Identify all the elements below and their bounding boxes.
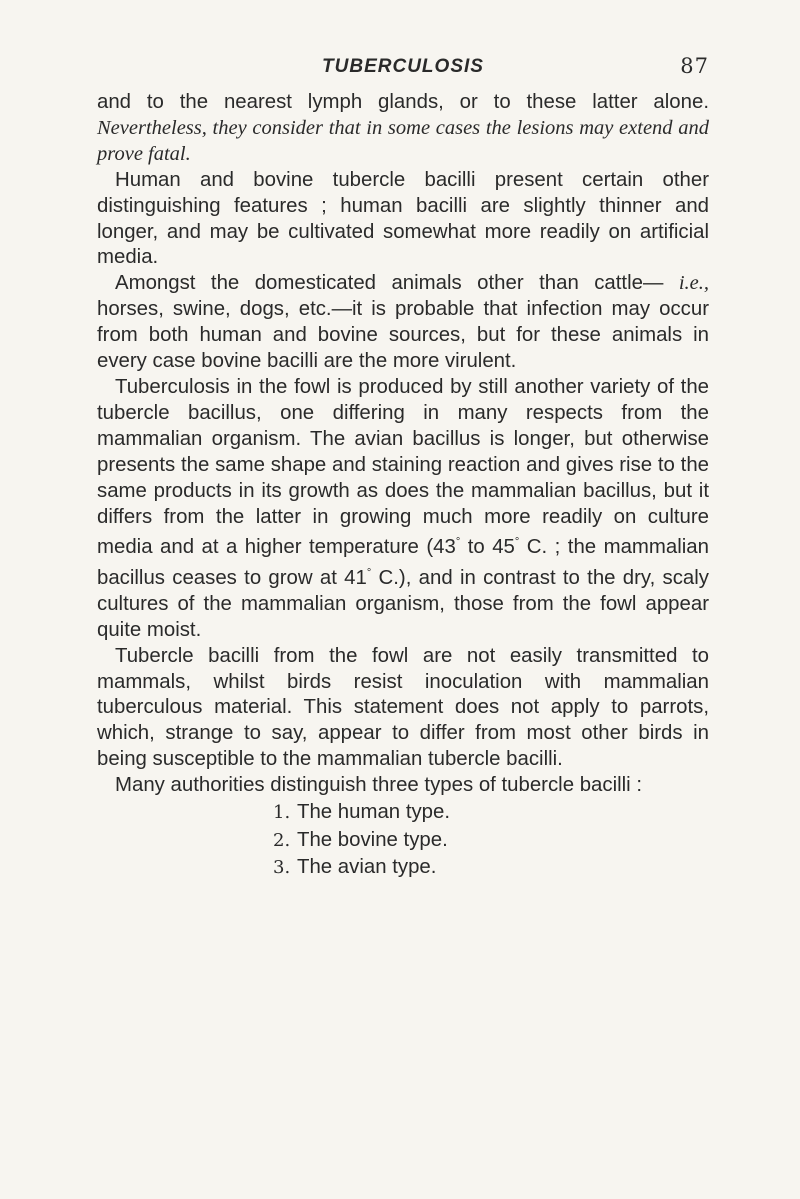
body-text: [97, 90, 709, 882]
paragraph-1-italic: Nevertheless, they consider that in some cases the lesions may extend and prove fatal.: [97, 116, 709, 165]
list-item-text: The bovine type.: [297, 828, 448, 851]
list-item: [273, 827, 709, 855]
paragraph-3-text-a: Amongst the domesticated animals other than cattle—: [115, 272, 664, 295]
paragraph-4-text-d: C.), and in contrast to the dry, scaly cultures of the mammalian organism, those from the fowl appear quite moist.: [97, 566, 709, 641]
paragraph-4-text-b: to 45: [460, 536, 515, 559]
paragraph-3: [97, 271, 709, 375]
type-list: [273, 799, 709, 882]
list-item: [273, 799, 709, 827]
list-item-number: 2.: [273, 829, 291, 851]
running-head-title: TUBERCULOSIS: [322, 56, 484, 77]
running-head: [97, 50, 709, 80]
list-item: [273, 854, 709, 882]
paragraph-3-ie: i.e.,: [678, 272, 710, 295]
degree-sign: °: [455, 536, 461, 549]
paragraph-1-text: and to the nearest lymph glands, or to these latter alone.: [97, 91, 709, 113]
degree-sign: °: [366, 567, 372, 580]
paragraph-4: [97, 375, 709, 644]
book-page: [97, 50, 709, 882]
list-item-number: 3.: [273, 857, 291, 879]
paragraph-4-text-a: Tuberculosis in the fowl is produced by still another variety of the tubercle bacillus, one differing in many respects from the mammalian organism. The avian bacillus is longer, but otherwise presents the same shape and staining reaction and gives rise to the same products in its growth as does the mammalian bacillus, but it differs from the latter in growing much more readily on culture media and at a higher temperature (43: [97, 375, 709, 559]
list-item-number: 1.: [273, 802, 291, 824]
list-item-text: The human type.: [297, 801, 451, 824]
degree-sign: °: [514, 536, 520, 549]
paragraph-6: Many authorities distinguish three types of tubercle bacilli :: [115, 774, 643, 797]
page-number: 87: [680, 54, 709, 78]
list-item-text: The avian type.: [297, 856, 437, 879]
paragraph-2: Human and bovine tubercle bacilli present certain other distinguishing features ; human bacilli are slightly thinner and longer, and may be cultivated somewhat more readily on artificial media.: [97, 168, 709, 269]
paragraph-3-text-b: horses, swine, dogs, etc.—it is probable that infection may occur from both human and bovine sources, but for these animals in every case bovine bacilli are the more virulent.: [97, 298, 709, 373]
paragraph-4-text-c: C. ; the mammalian bacillus ceases to grow at 41: [97, 536, 709, 589]
paragraph-1: [97, 90, 709, 168]
paragraph-5: Tubercle bacilli from the fowl are not easily transmitted to mammals, whilst birds resist inoculation with mammalian tuberculous material. This statement does not apply to parrots, which, strange to say, appear to differ from most other birds in being susceptible to the mammalian tubercle bacilli.: [97, 644, 709, 771]
